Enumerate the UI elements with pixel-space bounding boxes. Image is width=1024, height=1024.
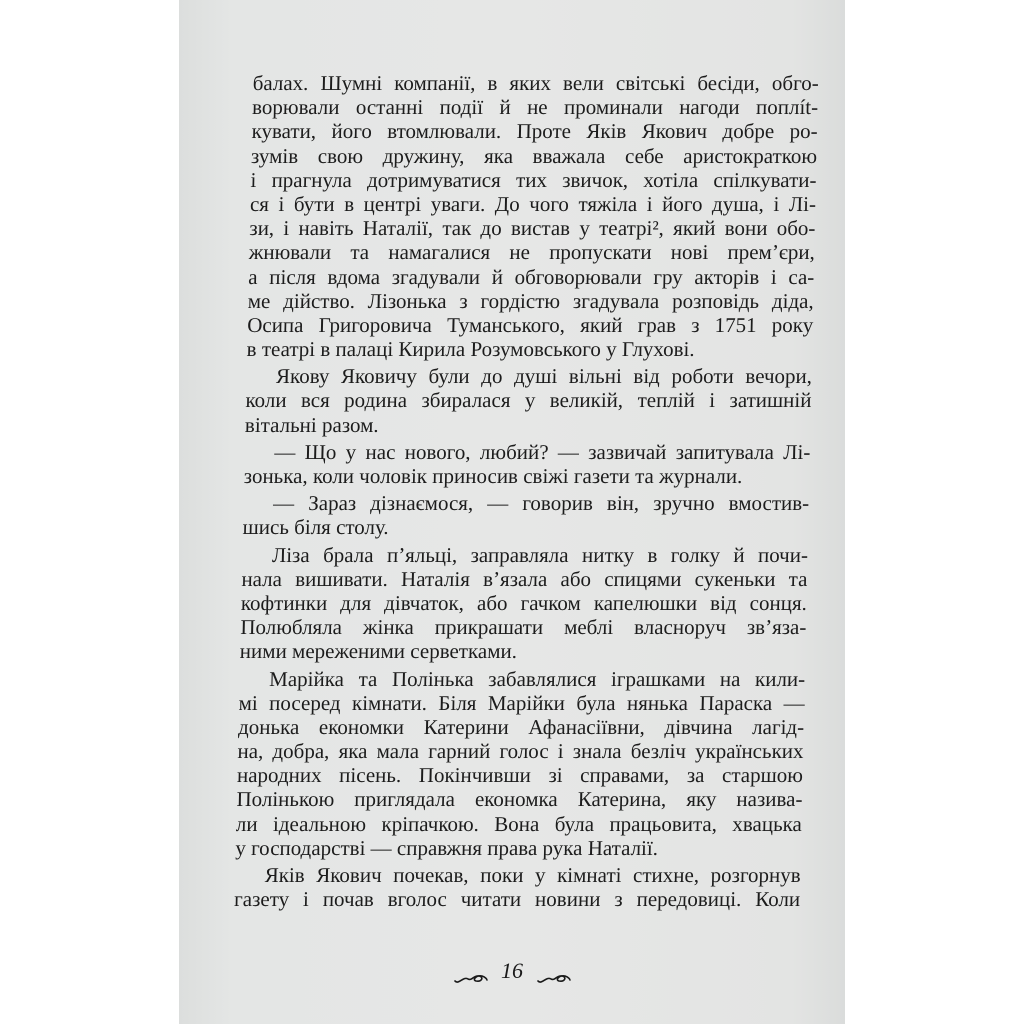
right-flourish-icon bbox=[537, 966, 571, 980]
text-line: балах. Шумні компанії, в яких вели світські бесіди, обго- bbox=[252, 71, 820, 95]
text-line: ли ідеальною кріпачкою. Вона була працьовита, хвацька bbox=[235, 811, 803, 836]
text-line: мі посеред кімнати. Біля Марійки була нянька Параска — bbox=[238, 690, 805, 715]
page-number: 16 bbox=[501, 958, 523, 983]
text-line: зи, і навіть Наталії, так до вистав у театрі², який вони обо- bbox=[249, 216, 816, 241]
text-line: кофтинки для дівчаток, або гачком капелюшки від сонця. bbox=[240, 590, 808, 615]
text-line: Полінькою приглядала економка Катерина, яку назива- bbox=[236, 787, 803, 812]
text-line: і прагнула дотримуватися тих звичок, хотіла спілкувати- bbox=[250, 167, 817, 192]
text-line: Осипа Григоровича Туманського, який грав з 1751 року bbox=[246, 312, 814, 337]
text-line: на, добра, яка мала гарний голос і знала безліч українських bbox=[237, 739, 804, 764]
text-line: Полюбляла жінка прикрашати меблі власноруч зв’яза- bbox=[240, 615, 807, 640]
text-line: зонька, коли чоловік приносив свіжі газети та журнали. bbox=[243, 464, 743, 488]
text-line: Якову Яковичу були до душі вільні від роботи вечори, bbox=[275, 364, 813, 389]
text-line: Марійка та Полінька забавлялися іграшками на кили- bbox=[268, 666, 806, 691]
text-line: кувати, його втомлювали. Проте Яків Якович добре ро- bbox=[251, 119, 818, 144]
text-line: у господарстві — справжня права рука Наталії. bbox=[235, 835, 659, 860]
left-flourish-icon bbox=[454, 966, 488, 980]
text-line: народних пісень. Покінчивши зі справами, за старшою bbox=[236, 763, 804, 788]
book-page bbox=[179, 0, 845, 1024]
text-line: в театрі в палаці Кирила Розумовського у Глухові. bbox=[246, 337, 695, 362]
text-line: а після вдома згадували й обговорювали гру акторів і са- bbox=[248, 264, 815, 289]
text-line: — Зараз дізнаємося, — говорив він, зручно вмостив- bbox=[272, 491, 810, 516]
body-text bbox=[234, 71, 819, 911]
text-line: газету і почав вголос читати новини з передовиці. Коли bbox=[233, 887, 801, 912]
text-line: Ліза брала п’яльці, заправляла нитку в голку й почи- bbox=[271, 542, 809, 567]
text-line: шись біля столу. bbox=[242, 515, 389, 540]
text-line: жнювали та намагалися не пропускати нові прем’єри, bbox=[248, 240, 816, 265]
text-line: вітальні разом. bbox=[244, 412, 379, 437]
text-line: ме дійство. Лізонька з гордістю згадувала розповідь діда, bbox=[247, 288, 815, 313]
text-line: — Що у нас нового, любий? — зазвичай запитувала Лі- bbox=[274, 439, 811, 464]
text-line: донька економки Катерини Афанасіївни, дівчина лагід- bbox=[237, 714, 805, 739]
text-line: Яків Якович почекав, поки у кімнаті стихне, розгорнув bbox=[264, 863, 802, 887]
text-line: ворювали останні події й не проминали нагоди поплít- bbox=[251, 95, 819, 120]
text-line: ними мереженими серветками. bbox=[239, 639, 518, 664]
text-line: коли вся родина збиралася у великій, теплій і затишній bbox=[245, 388, 812, 413]
text-line: нала вишивати. Наталія в’язала або спицями сукеньки та bbox=[241, 566, 808, 591]
text-line: ся і бути в центрі уваги. До чого тяжіла і його душа, і Лі- bbox=[249, 191, 817, 216]
text-line: зумів свою дружину, яка вважала себе аристократкою bbox=[250, 143, 818, 168]
page-footer bbox=[179, 958, 845, 984]
